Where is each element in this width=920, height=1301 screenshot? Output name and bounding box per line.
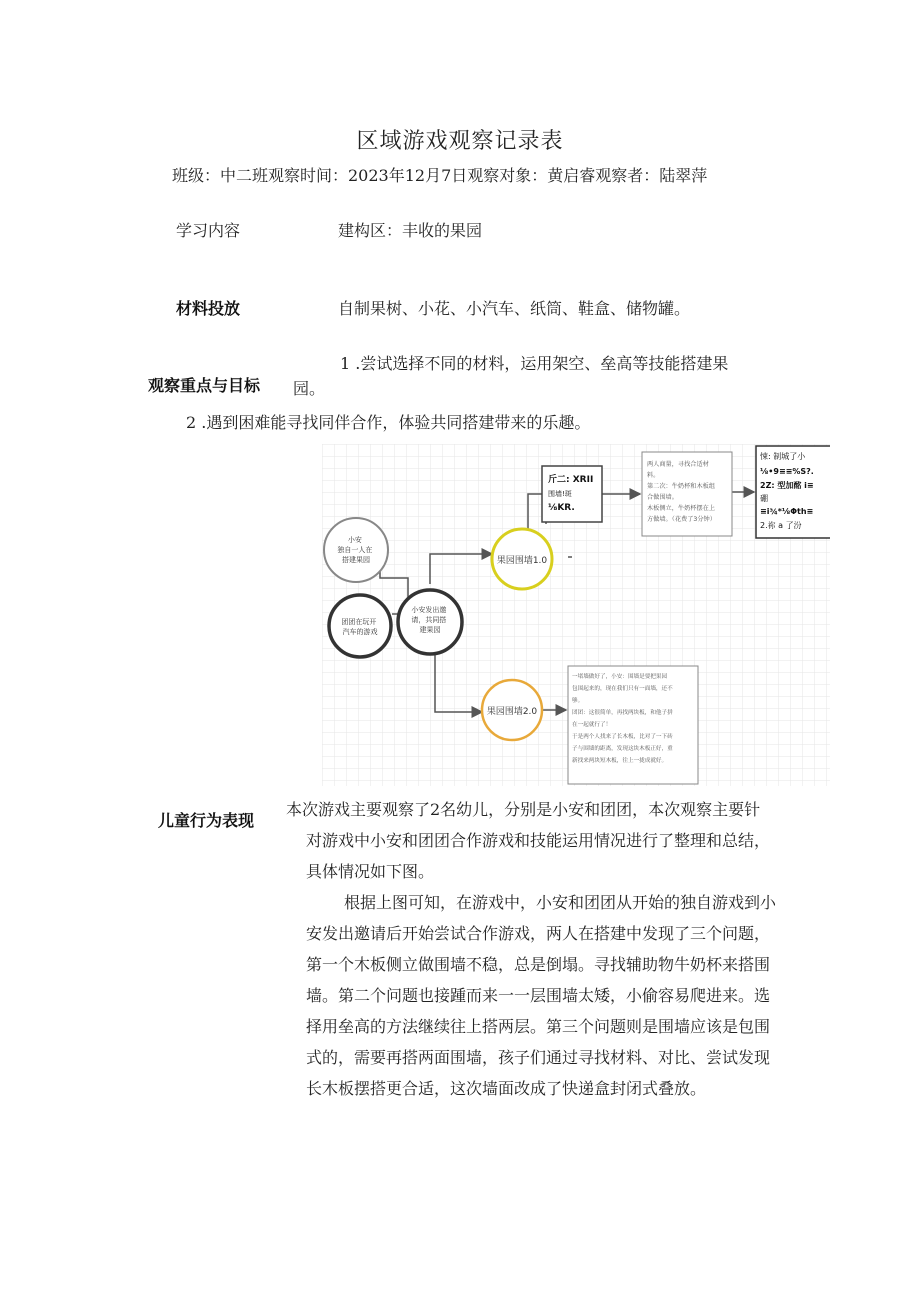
box3-line-3: 2Z: 型加酩 i≡ — [760, 481, 814, 490]
behavior-para-1-line-3: 具体情况如下图。 — [306, 862, 435, 881]
meta-line: 班级：中二班观察时间：2023年12月7日观察对象：黄启睿观察者：陆翠萍 — [172, 166, 708, 185]
behavior-para-2-line-3: 第一个木板侧立做围墙不稳，总是倒塌。寻找辅助物牛奶杯来搭围 — [306, 955, 771, 974]
node-xiaoan-line-3: 搭建果园 — [342, 556, 370, 564]
box-problem-1 — [542, 466, 602, 522]
box3-line-5: ≡i¾*⅛Φth≡ — [760, 507, 814, 516]
materials-value: 自制果树、小花、小汽车、纸筒、鞋盒、储物罐。 — [338, 299, 691, 318]
goal-item-1-line-1: 1 .尝试选择不同的材料，运用架空、垒高等技能搭建果 — [340, 354, 729, 373]
box2-line-2: 料。 — [647, 472, 660, 479]
box4-line-6: 于是两个人找来了长木板，比对了一下砖 — [572, 734, 673, 740]
box3-line-4: 硼 — [760, 494, 768, 503]
behavior-para-2-line-4: 墙。第二个问题也接踵而来一一层围墙太矮，小偷容易爬进来。选 — [306, 986, 771, 1005]
behavior-para-2-line-2: 安发出邀请后开始尝试合作游戏，两人在搭建中发现了三个问题， — [306, 924, 771, 943]
behavior-para-2-line-1: 根据上图可知，在游戏中，小安和团团从开始的独自游戏到小 — [344, 893, 777, 912]
box1-line-1: 斤二: XRII — [548, 475, 594, 485]
behavior-para-1-line-1: 本次游戏主要观察了2名幼儿，分别是小安和团团，本次观察主要针 — [286, 800, 761, 819]
goal-item-1-line-2: 园。 — [293, 379, 326, 398]
behavior-para-2-line-6: 式的，需要再搭两面围墙，孩子们通过寻找材料、对比、尝试发现 — [306, 1048, 771, 1067]
behavior-label: 儿童行为表现 — [158, 811, 255, 830]
node-xiaoan-line-2: 独自一人在 — [337, 546, 373, 554]
box-solution-2 — [568, 666, 698, 784]
node-wall-1 — [492, 529, 552, 589]
behavior-diagram — [322, 444, 830, 786]
box4-line-1: 一堵墙做好了，小安：围墙是要把果园 — [572, 674, 668, 680]
box4-line-4: 团团：这很简单，再找两块板，和他子拼 — [572, 710, 673, 716]
behavior-para-2-line-7: 长木板摆搭更合适，这次墙面改成了快递盒封闭式叠放。 — [306, 1079, 707, 1098]
node-xiaoan-alone — [324, 518, 388, 582]
node-tuantuan-line-2: 汽车的游戏 — [342, 628, 378, 636]
box2-line-4: 合做围墙。 — [647, 494, 678, 501]
diagram-canvas — [322, 444, 830, 786]
node-invite-line-2: 请，共同搭 — [411, 616, 447, 624]
box1-line-3: ⅛KR. — [548, 503, 575, 513]
box1-line-2: 围墙!斑 — [548, 490, 572, 498]
box4-line-5: 在一起就行了！ — [572, 722, 612, 728]
goal-item-2: 2 .遇到困难能寻找同伴合作，体验共同搭建带来的乐趣。 — [186, 413, 591, 432]
node-invite-line-3: 建果园 — [419, 626, 441, 634]
node-invite — [398, 590, 462, 654]
behavior-para-1-line-2: 对游戏中小安和团团合作游戏和技能运用情况进行了整理和总结， — [306, 831, 771, 850]
box-solution-1 — [642, 452, 732, 536]
learning-label: 学习内容 — [176, 221, 241, 240]
box2-line-6: 方做墙。（花费了3分钟） — [647, 516, 716, 523]
node-invite-line-1: 小安发出邀 — [411, 606, 447, 614]
box2-line-5: 木板侧立，牛奶杯摆在上 — [647, 505, 716, 512]
box3-line-2: ⅛•9≡≡%S?. — [760, 467, 814, 476]
box4-line-3: 够。 — [572, 698, 584, 704]
node-wall-2-label: 果园围墙2.0 — [486, 707, 538, 717]
materials-label: 材料投放 — [176, 299, 241, 318]
goals-label: 观察重点与目标 — [148, 376, 261, 395]
node-xiaoan-line-1: 小安 — [347, 536, 362, 544]
box2-line-3: 第二次：牛奶杯和木板组 — [647, 483, 716, 490]
node-wall-2 — [482, 680, 542, 740]
node-tuantuan — [329, 595, 391, 657]
node-wall-1-label: 果园围墙1.0 — [496, 556, 548, 566]
box4-line-7: 子与围墙的距离，发现这块木板正好，重 — [572, 746, 673, 752]
box-problem-2 — [756, 446, 830, 538]
box3-line-6: 2.祢 a 了汾 — [760, 521, 802, 530]
box4-line-2: 包围起来的，现在我们只有一面墙，还不 — [572, 686, 673, 692]
learning-value: 建构区：丰收的果园 — [338, 221, 483, 240]
box2-line-1: 两人商量，寻找合适材 — [647, 461, 709, 468]
behavior-para-2-line-5: 择用垒高的方法继续往上搭两层。第三个问题则是围墙应该是包围 — [306, 1017, 771, 1036]
box3-line-1: 悚: 制城了小 — [760, 452, 806, 461]
box4-line-8: 新找来两块短木板，往上一拢成就好。 — [572, 758, 668, 764]
document-title: 区域游戏观察记录表 — [356, 129, 564, 154]
node-tuantuan-line-1: 团团在玩开 — [341, 618, 377, 626]
